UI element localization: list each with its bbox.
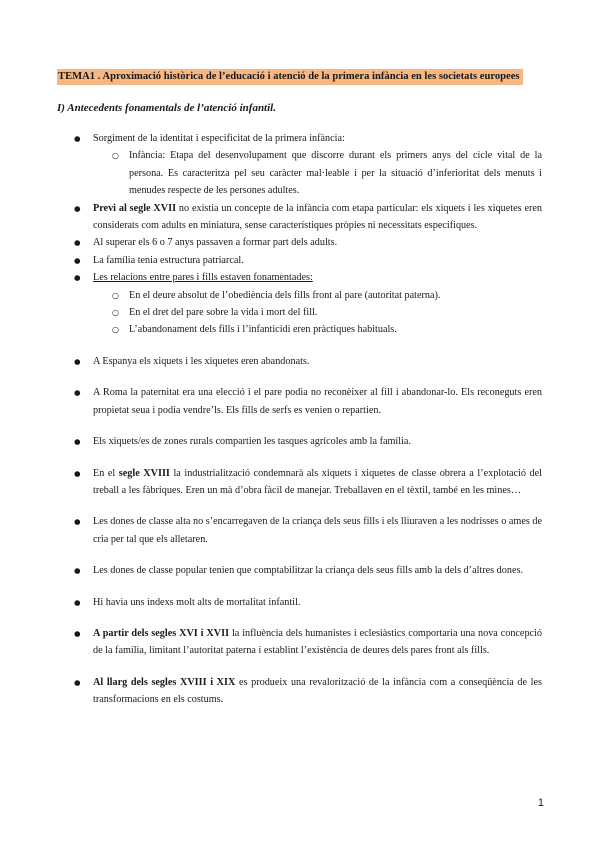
item-text: A Roma la paternitat era una elecció i el pare podia no reconèixer al fill i abandonar-lo. Els reconeguts eren propietat seua i podia vendre’ls. Els fills de serfs es venien o repartien. [93, 387, 542, 416]
item-pre: En el [93, 467, 119, 479]
item-text: Les dones de classe alta no s’encarregaven de la criança dels seus fills i els lliuraven a les nodrisses o ames de cria per tal que els alletaren. [93, 516, 542, 545]
list-item [57, 234, 542, 251]
list-item [57, 384, 542, 419]
list-item [57, 269, 542, 339]
list-item [57, 200, 542, 235]
list-item [57, 674, 542, 709]
item-text: la influència dels humanistes i eclesiàstics comportaria una nova concepció de la família, limitant l’autoritat paterna i establint l’existència de deures dels pares front als fills. [93, 627, 542, 657]
item-text: En el deure absolut de l’obediència dels fills front al pare (autoritat paterna). [129, 289, 441, 301]
list-item [57, 130, 542, 200]
item-text: es produeix una revalorització de la infància com a conseqüència de les transformacions en els costums. [93, 676, 542, 706]
item-bold: segle XVIII [118, 467, 170, 479]
bullet-list [57, 130, 542, 709]
item-bold: Al llarg dels segles XVIII i XIX [93, 676, 236, 688]
list-item [57, 562, 542, 579]
sub-list [93, 287, 542, 339]
item-text: Les relacions entre pares i fills estaven fonamentades: [93, 272, 313, 284]
list-item [57, 594, 542, 611]
list-item [57, 353, 542, 370]
item-text: En el dret del pare sobre la vida i mort del fill. [129, 307, 318, 319]
item-text: Infància: Etapa del desenvolupament que discorre durant els primers anys del cicle vital de la persona. Es caracteritza pel seu caràcter mal·leable i per la situació d’inferioritat dels menuts i menudes respecte de les persones adultes. [129, 150, 542, 197]
item-bold: A partir dels segles XVI i XVII [93, 627, 230, 639]
item-text: A Espanya els xiquets i les xiquetes eren abandonats. [93, 355, 310, 367]
list-item [57, 625, 542, 660]
item-text: la industrialització condemnarà als xiquets i xiquetes de classe obrera a l’explotació del treball a les fàbriques. Eren un mà d’obra fàcil de manejar. Treballaven en el tèxtil, també en les mines… [93, 467, 543, 496]
sub-list-item [93, 321, 542, 338]
sub-list-item [93, 147, 542, 199]
section-heading: I) Antecedents fonamentals de l’atenció infantil. [57, 102, 276, 114]
item-text: L’abandonament dels fills i l’infanticidi eren pràctiques habituals. [129, 324, 397, 336]
sub-list-item [93, 287, 542, 304]
list-item [57, 465, 542, 500]
document-title: TEMA1 . Aproximació històrica de l’educació i atenció de la primera infància en les societats europees [57, 69, 523, 85]
item-text: La família tenia estructura patriarcal. [93, 254, 244, 266]
item-text: Al superar els 6 o 7 anys passaven a formar part dels adults. [93, 237, 338, 249]
sub-list-item [93, 304, 542, 321]
item-bold: Previ al segle XVII [93, 202, 177, 214]
item-text: Hi havia uns índexs molt alts de mortalitat infantil. [93, 596, 301, 608]
item-text: Els xiquets/es de zones rurals compartien les tasques agrícoles amb la família. [93, 436, 411, 448]
list-item [57, 433, 542, 450]
list-item [57, 513, 542, 548]
document-body [57, 130, 542, 709]
title-wrap [57, 66, 523, 85]
item-text: Les dones de classe popular tenien que comptabilitzar la criança dels seus fills amb la dels d’altres dones. [93, 565, 523, 577]
sub-list [93, 147, 542, 199]
page-number: 1 [537, 797, 544, 809]
item-text: no existia un concepte de la infància com etapa particular: els xiquets i les xiquetes eren considerats com adults en miniatura, sense característiques pròpies ni necessitats específiques. [93, 202, 542, 232]
item-text: Sorgiment de la identitat i especificitat de la primera infància: [93, 133, 345, 144]
list-item [57, 252, 542, 269]
